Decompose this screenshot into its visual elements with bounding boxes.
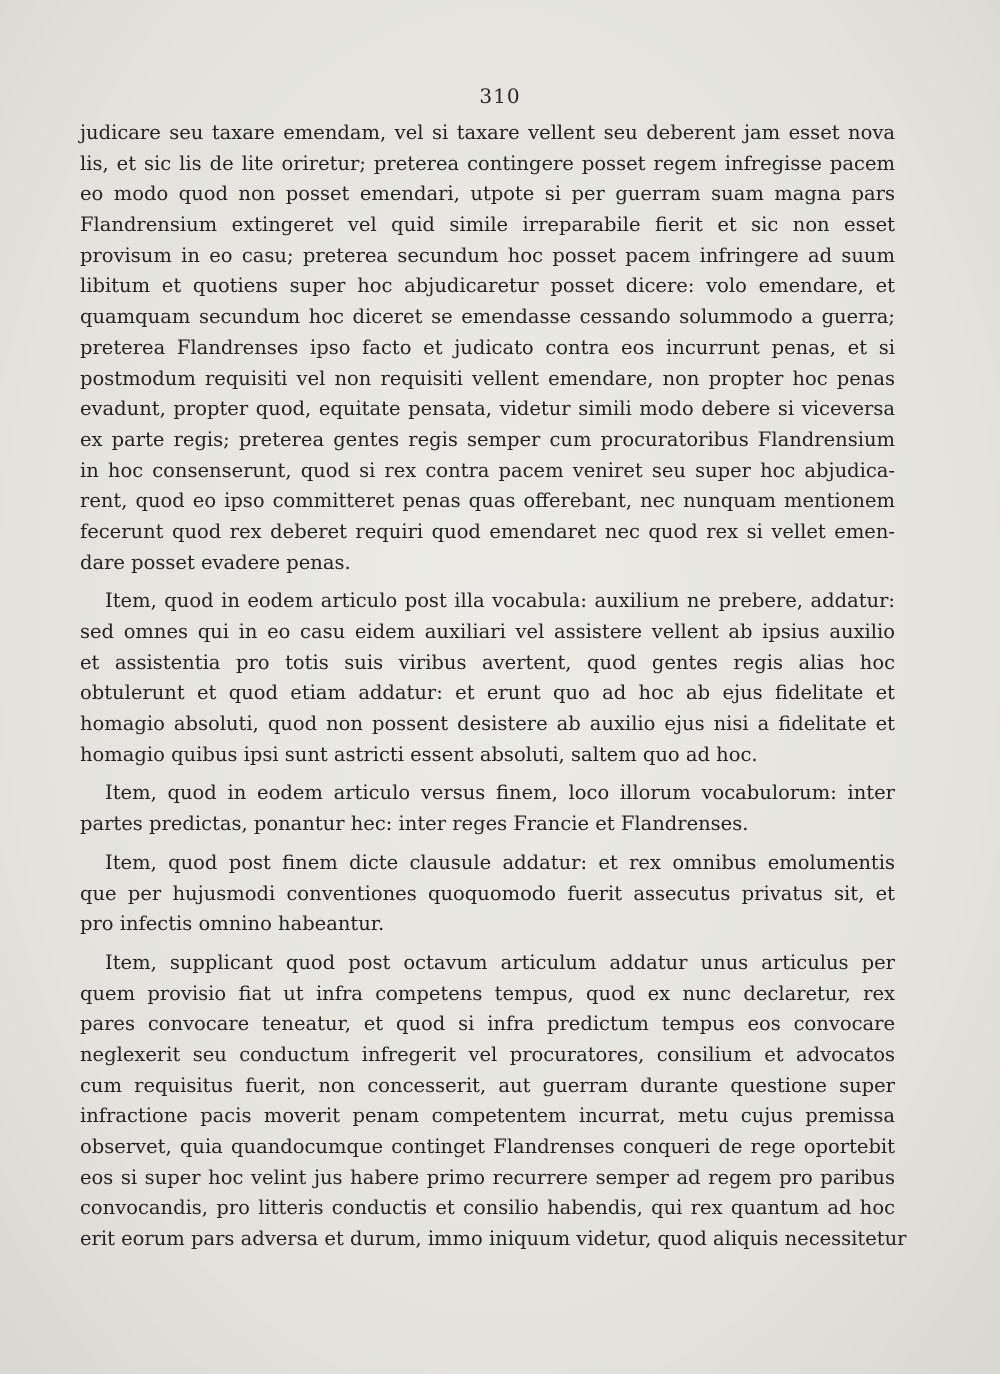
text-line: cum requisitus fuerit, non concesserit, aut guerram durante questione super — [80, 1073, 895, 1097]
text-line: Flandrensium extingeret vel quid simile irreparabile fierit et sic non esset — [80, 213, 895, 237]
text-line: que per hujusmodi conventiones quoquomodo fuerit assecutus privatus sit, et — [80, 881, 895, 905]
text-line: fecerunt quod rex deberet requiri quod emendaret nec quod rex si vellet emen- — [80, 519, 895, 543]
text-line: Item, supplicant quod post octavum articulum addatur unus articulus per — [105, 950, 895, 974]
paragraph — [80, 118, 895, 578]
body-text — [80, 118, 907, 1263]
text-line: eo modo quod non posset emendari, utpote si per guerram suam magna pars — [80, 182, 895, 206]
text-line: ex parte regis; preterea gentes regis semper cum procuratoribus Flandrensium — [80, 427, 895, 451]
text-line: preterea Flandrenses ipso facto et judicato contra eos incurrunt penas, et si — [80, 335, 895, 359]
text-line: eos si super hoc velint jus habere primo recurrere semper ad regem pro paribus — [80, 1165, 895, 1189]
text-line: rent, quod eo ipso committeret penas quas offerebant, nec nunquam mentionem — [80, 489, 895, 513]
text-line: observet, quia quandocumque continget Flandrenses conqueri de rege oportebit — [80, 1135, 895, 1158]
text-line: in hoc consenserunt, quod si rex contra pacem veniret seu super hoc abjudica- — [80, 458, 895, 482]
text-line: infractione pacis moverit penam competentem incurrat, metu cujus premissa — [80, 1104, 895, 1128]
text-line: libitum et quotiens super hoc abjudicaretur posset dicere: volo emendare, et — [80, 274, 895, 298]
text-line: evadunt, propter quod, equitate pensata, videtur simili modo debere si viceversa — [80, 397, 895, 421]
page-number: 310 — [479, 84, 521, 108]
text-line: partes predictas, ponantur hec: inter reges Francie et Flandrenses. — [80, 812, 749, 836]
text-line: convocandis, pro litteris conductis et consilio habendis, qui rex quantum ad hoc — [80, 1196, 895, 1220]
paragraph — [80, 948, 907, 1255]
paragraph — [80, 778, 895, 839]
text-line: obtulerunt et quod etiam addatur: et erunt quo ad hoc ab ejus fidelitate et — [80, 681, 895, 705]
text-line: homagio quibus ipsi sunt astricti essent absoluti, saltem quo ad hoc. — [80, 742, 758, 766]
text-line: Item, quod post finem dicte clausule addatur: et rex omnibus emolumentis — [105, 850, 895, 874]
text-line: et assistentia pro totis suis viribus avertent, quod gentes regis alias hoc — [80, 650, 895, 674]
text-line: neglexerit seu conductum infregerit vel procuratores, consilium et advocatos — [80, 1042, 895, 1066]
text-line: lis, et sic lis de lite oriretur; preterea contingere posset regem infregisse pacem — [80, 151, 895, 175]
text-line: homagio absoluti, quod non possent desistere ab auxilio ejus nisi a fidelitate et — [80, 712, 895, 736]
paragraph — [80, 848, 895, 940]
paragraph — [80, 586, 895, 770]
text-line: judicare seu taxare emendam, vel si taxare vellent seu deberent jam esset nova — [80, 121, 895, 144]
text-line: provisum in eo casu; preterea secundum hoc posset pacem infringere ad suum — [80, 243, 895, 267]
text-line: postmodum requisiti vel non requisiti vellent emendare, non propter hoc penas — [80, 366, 895, 390]
text-line: erit eorum pars adversa et durum, immo iniquum videtur, quod aliquis necessitetur — [80, 1227, 907, 1251]
text-line: quem provisio fiat ut infra competens tempus, quod ex nunc declaretur, rex — [80, 981, 895, 1005]
text-line: pro infectis omnino habeantur. — [80, 912, 385, 936]
text-line: dare posset evadere penas. — [80, 550, 351, 574]
text-line: Item, quod in eodem articulo post illa vocabula: auxilium ne prebere, addatur: — [105, 589, 895, 613]
text-line: Item, quod in eodem articulo versus finem, loco illorum vocabulorum: inter — [105, 781, 895, 805]
text-line: pares convocare teneatur, et quod si infra predictum tempus eos convocare — [80, 1012, 895, 1036]
text-line: quamquam secundum hoc diceret se emendasse cessando solummodo a guerra; — [80, 305, 895, 329]
text-line: sed omnes qui in eo casu eidem auxiliari vel assistere vellent ab ipsius auxilio — [80, 620, 895, 643]
